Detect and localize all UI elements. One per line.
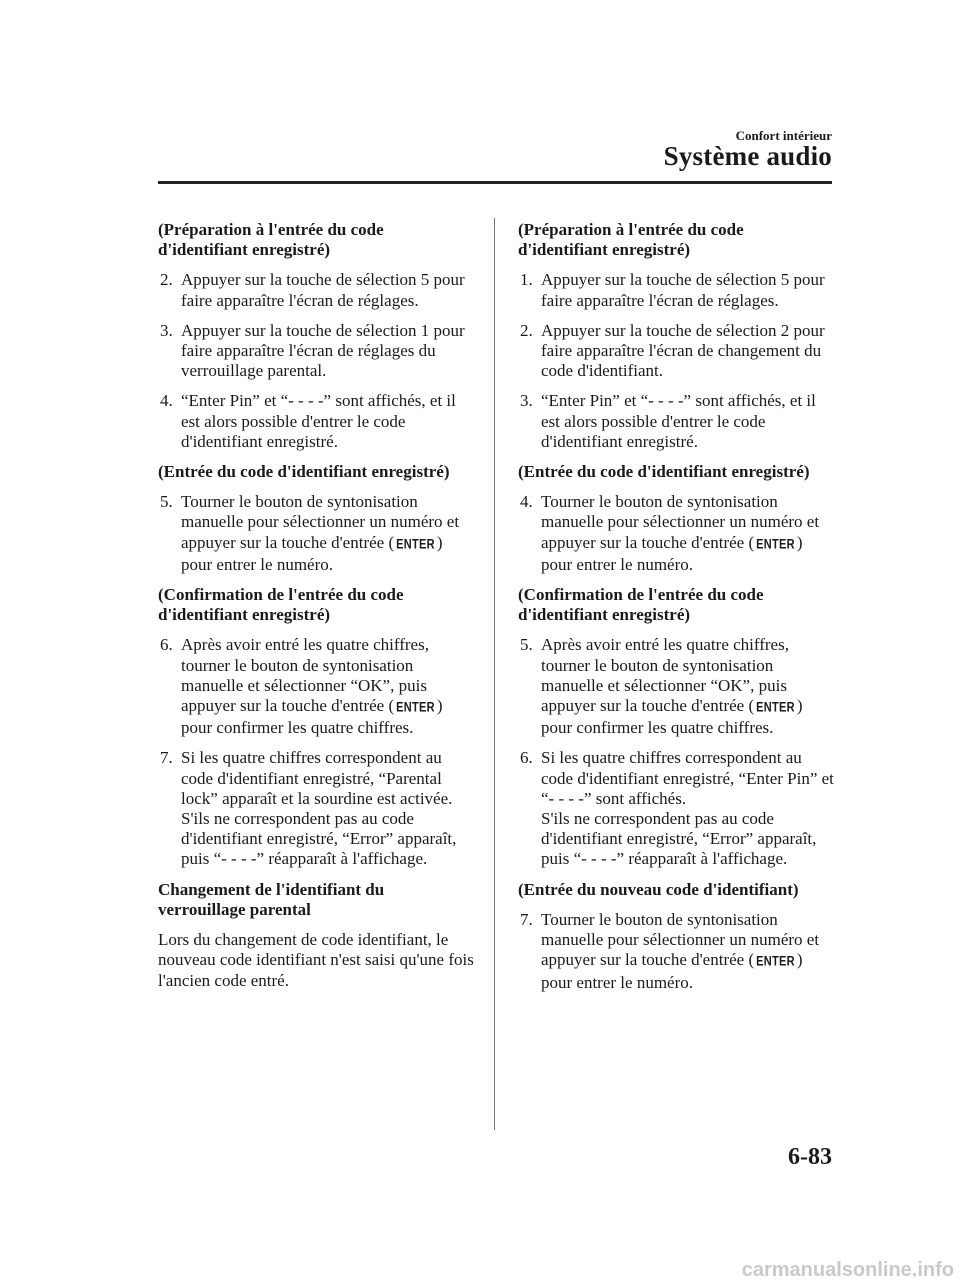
subheading: (Confirmation de l'entrée du code d'identifiant enregistré) [158, 585, 404, 625]
enter-key-icon: ENTER [396, 700, 435, 716]
step-text: Après avoir entré les quatre chiffres, tourner le bouton de syntonisation manuelle et sélectionner “OK”, puis appuyer sur la touche d'entrée ( [181, 635, 429, 716]
step-text: Appuyer sur la touche de sélection 1 pour faire apparaître l'écran de réglages du verrouillage parental. [181, 320, 465, 381]
step-number: 5. [160, 492, 173, 512]
step-text: “Enter Pin” et “- - - -” sont affichés, et il est alors possible d'entrer le code d'identifiant enregistré. [181, 391, 456, 451]
step-number: 6. [160, 635, 173, 655]
step-text: Si les quatre chiffres correspondent au code d'identifiant enregistré, “Enter Pin” et “- - - -” sont affichés. [541, 748, 834, 808]
step-text: Tourner le bouton de syntonisation manuelle pour sélectionner un numéro et appuyer sur la touche d'entrée ( [541, 492, 820, 552]
subheading: (Préparation à l'entrée du code d'identifiant enregistré) [158, 220, 384, 260]
subheading: (Entrée du code d'identifiant enregistré) [518, 462, 810, 482]
step-item [158, 270, 474, 310]
step-item [518, 270, 834, 310]
step-number: 3. [160, 320, 173, 340]
subheading: (Préparation à l'entrée du code d'identifiant enregistré) [518, 220, 744, 260]
step-item [518, 748, 834, 869]
step-number: 6. [520, 748, 533, 768]
watermark: carmanualsonline.info [741, 1259, 954, 1281]
step-text-end: ) pour entrer le numéro. [181, 532, 443, 574]
step-item [518, 391, 834, 452]
step-text-end: ) pour confirmer les quatre chiffres. [181, 696, 443, 738]
step-number: 4. [160, 391, 173, 411]
step-text: Appuyer sur la touche de sélection 2 pour faire apparaître l'écran de changement du code d'identifiant. [541, 320, 825, 381]
step-text: Après avoir entré les quatre chiffres, tourner le bouton de syntonisation manuelle et sélectionner “OK”, puis appuyer sur la touche d'entrée ( [541, 635, 789, 716]
step-number: 2. [160, 270, 173, 290]
step-text: Appuyer sur la touche de sélection 5 pour faire apparaître l'écran de réglages. [181, 270, 465, 310]
step-number: 4. [520, 492, 533, 512]
step-text: Tourner le bouton de syntonisation manuelle pour sélectionner un numéro et appuyer sur la touche d'entrée ( [541, 909, 820, 970]
step-text: “Enter Pin” et “- - - -” sont affichés, et il est alors possible d'entrer le code d'identifiant enregistré. [541, 391, 816, 451]
step-text-end: ) pour confirmer les quatre chiffres. [541, 696, 803, 738]
step-number: 5. [520, 635, 533, 655]
step-number: 2. [520, 320, 533, 340]
right-column [518, 220, 834, 1003]
column-divider [494, 218, 495, 1130]
step-number: 7. [520, 909, 533, 929]
left-column [158, 220, 474, 1001]
enter-key-icon: ENTER [396, 537, 435, 553]
step-text-end: ) pour entrer le numéro. [541, 532, 803, 574]
subheading: (Entrée du code d'identifiant enregistré) [158, 462, 450, 482]
step-item [158, 321, 474, 382]
step-item [518, 910, 834, 993]
step-text: Tourner le bouton de syntonisation manuelle pour sélectionner un numéro et appuyer sur la touche d'entrée ( [181, 492, 460, 552]
step-text-end: ) pour entrer le numéro. [541, 950, 803, 992]
enter-key-icon: ENTER [756, 700, 795, 716]
step-item [518, 492, 834, 575]
step-item [518, 635, 834, 738]
step-number: 3. [520, 391, 533, 411]
step-text: Appuyer sur la touche de sélection 5 pour faire apparaître l'écran de réglages. [541, 270, 825, 310]
step-number: 1. [520, 270, 533, 290]
section-heading: Changement de l'identifiant du verrouillage parental [158, 879, 385, 919]
enter-key-icon: ENTER [756, 954, 795, 970]
subheading: (Entrée du nouveau code d'identifiant) [518, 879, 799, 899]
step-text-continued: S'ils ne correspondent pas au code d'identifiant enregistré, “Error” apparaît, puis “- - - -” réapparaît à l'affichage. [541, 809, 817, 869]
step-number: 7. [160, 748, 173, 768]
step-item [518, 321, 834, 382]
subheading: (Confirmation de l'entrée du code d'identifiant enregistré) [518, 585, 764, 625]
paragraph: Lors du changement de code identifiant, le nouveau code identifiant n'est saisi qu'une fois l'ancien code entré. [158, 930, 474, 990]
step-item [158, 492, 474, 575]
section-label: Confort intérieur [735, 128, 832, 143]
step-text-continued: S'ils ne correspondent pas au code d'identifiant enregistré, “Error” apparaît, puis “- - - -” réapparaît à l'affichage. [181, 809, 457, 869]
step-item [158, 635, 474, 738]
page-number: 6-83 [788, 1144, 832, 1170]
enter-key-icon: ENTER [756, 537, 795, 553]
step-text: Si les quatre chiffres correspondent au code d'identifiant enregistré, “Parental lock” apparaît et la sourdine est activée. [181, 748, 453, 808]
page-title: Système audio [663, 141, 832, 171]
header-divider [158, 181, 832, 184]
step-item [158, 748, 474, 869]
step-item [158, 391, 474, 452]
